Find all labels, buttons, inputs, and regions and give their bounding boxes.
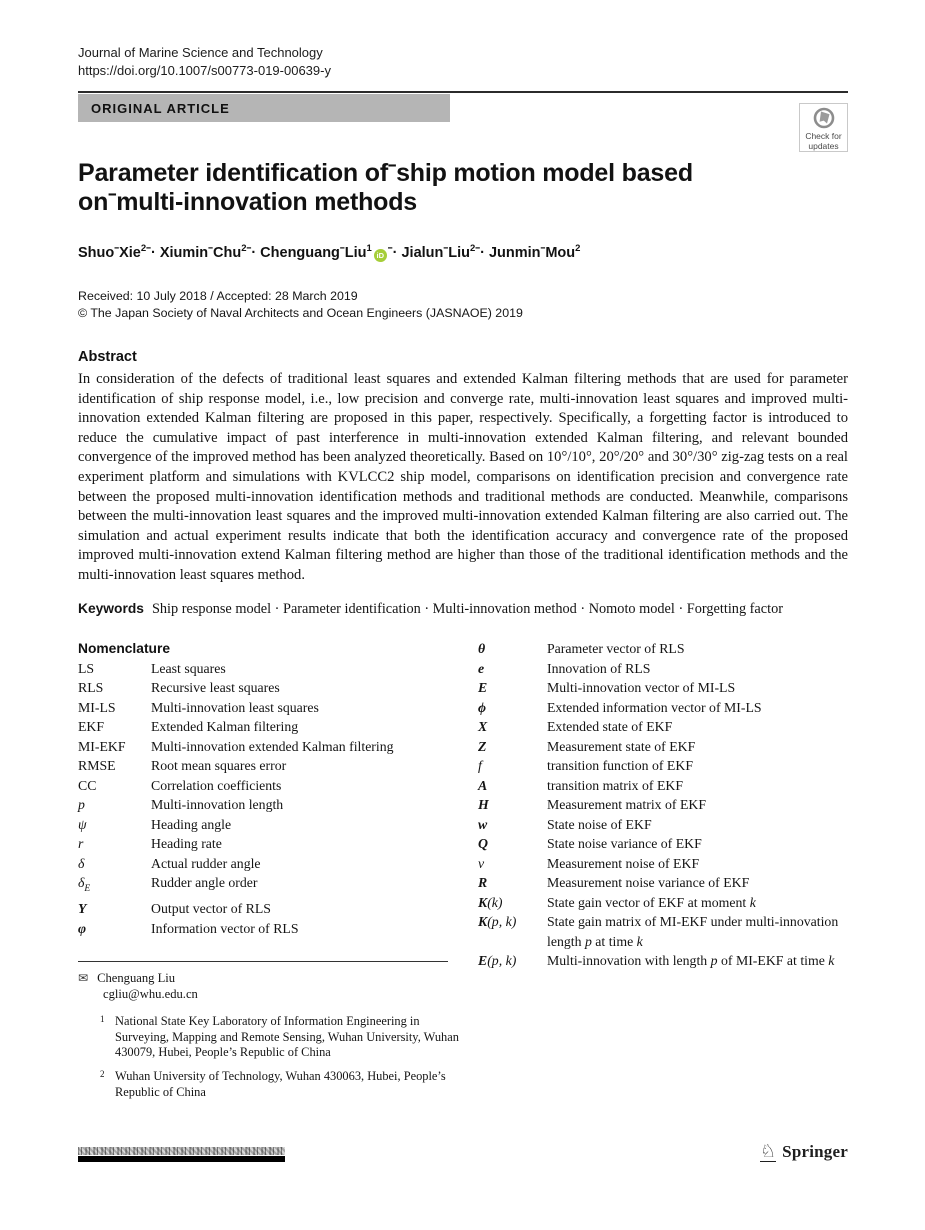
nomenclature-term: RLS — [78, 680, 104, 695]
nomenclature-definition: Least squares — [151, 660, 226, 676]
nomenclature-term: H — [478, 797, 489, 812]
nomenclature-row — [78, 659, 456, 679]
nomenclature-term: f — [478, 758, 482, 773]
nomenclature-row — [78, 854, 456, 874]
nomenclature-definition: Rudder angle order — [151, 875, 258, 890]
envelope-icon: ✉ — [78, 971, 89, 985]
nomenclature-row — [478, 893, 848, 913]
nomenclature-term: MI-LS — [78, 699, 116, 715]
nomenclature-term: ψ — [78, 816, 87, 832]
nomenclature-term: Z — [478, 738, 487, 754]
nomenclature-definition: Actual rudder angle — [151, 855, 261, 871]
author-separator: ˉ· — [146, 244, 160, 261]
title-line-1: Parameter identification ofˉship motion model based — [78, 159, 693, 187]
nomenclature-definition: transition function of EKF — [547, 758, 693, 773]
author-affiliation-sup: 2 — [469, 243, 476, 254]
author-affiliation-sup: 1 — [366, 243, 372, 254]
nomenclature-row — [478, 834, 848, 854]
nomenclature-definition: Innovation of RLS — [547, 660, 651, 676]
nomenclature-term: e — [478, 660, 485, 676]
nomenclature-term: R — [478, 875, 488, 890]
nomenclature-row — [478, 854, 848, 874]
received-accepted: Received: 10 July 2018 / Accepted: 28 March 2019 — [78, 289, 358, 303]
author-affiliation-sup: 2 — [140, 243, 147, 254]
nomenclature-term: K(p, k) — [478, 914, 517, 929]
scan-noise — [78, 1147, 285, 1155]
nomenclature-definition: State gain vector of EKF at moment k — [547, 894, 756, 910]
nomenclature-row — [78, 678, 456, 698]
nomenclature-definition: Multi-innovation extended Kalman filtering — [151, 738, 394, 754]
article-type-label: ORIGINAL ARTICLE — [91, 100, 230, 116]
nomenclature-term: w — [478, 816, 488, 832]
nomenclature-term: δ — [78, 855, 85, 871]
abstract-heading: Abstract — [78, 349, 137, 365]
nomenclature-definition: Extended information vector of MI-LS — [547, 699, 762, 715]
author-separator: ˉ· — [246, 244, 261, 261]
journal-name: Journal of Marine Science and Technology — [78, 45, 323, 60]
nomenclature-right-rows — [478, 639, 848, 971]
author-affiliation-sup: 2 — [575, 243, 581, 254]
author-name: JialunˉLiu — [401, 244, 470, 261]
nomenclature-row — [78, 717, 456, 737]
nomenclature-definition: Correlation coefficients — [151, 777, 282, 793]
nomenclature-term: v — [478, 855, 485, 871]
article-type-banner — [78, 94, 450, 122]
nomenclature-term: RMSE — [78, 758, 116, 773]
nomenclature-term: θ — [478, 641, 486, 656]
nomenclature-row — [78, 919, 456, 939]
author-separator: ˉ· — [475, 244, 489, 261]
author-name: ShuoˉXie — [78, 244, 141, 261]
publisher-logo — [760, 1142, 848, 1162]
author-name: JunminˉMou — [488, 244, 576, 261]
keywords-line — [78, 601, 848, 618]
nomenclature-definition: Measurement state of EKF — [547, 738, 696, 754]
nomenclature-definition: State noise variance of EKF — [547, 836, 702, 851]
copyright-line: © The Japan Society of Naval Architects and Ocean Engineers (JASNAOE) 2019 — [78, 306, 523, 320]
affiliation-sup: 1 — [100, 1014, 105, 1024]
author-separator: ˉ· — [387, 244, 402, 261]
nomenclature-term: X — [478, 719, 488, 734]
nomenclature-definition: Heading rate — [151, 836, 222, 851]
nomenclature-definition: Multi-innovation vector of MI-LS — [547, 680, 736, 695]
nomenclature-row — [78, 698, 456, 718]
author-list — [78, 243, 848, 262]
title-line-2: onˉmulti-innovation methods — [78, 188, 418, 216]
nomenclature-term: Q — [478, 836, 488, 851]
affiliations-list — [78, 1014, 458, 1109]
nomenclature-row — [478, 873, 848, 893]
affiliation-text: Wuhan University of Technology, Wuhan 430063, Hubei, People’s Republic of China — [115, 1069, 446, 1099]
nomenclature-term: φ — [78, 920, 87, 936]
nomenclature-row — [478, 756, 848, 776]
check-badge-text-1: Check for — [805, 131, 842, 141]
nomenclature-term: CC — [78, 777, 97, 793]
nomenclature-row — [478, 795, 848, 815]
nomenclature-definition: State noise of EKF — [547, 816, 652, 832]
affiliation-text: National State Key Laboratory of Information Engineering in Surveying, Mapping and Remote Sensing, Wuhan University, Wuhan 430079, Hubei, People’s Republic of China — [115, 1014, 459, 1060]
scan-artifact-strip — [78, 1147, 285, 1162]
abstract-text: In consideration of the defects of traditional least squares and extended Kalman filtering methods that are used for parameter identification of ship response model, i.e., low precision and converge rate, multi-innovation least squares and improved multi-innovation extended Kalman filtering are proposed in this paper, respectively. Specifically, a forgetting factor is introduced to reduce the cumulative impact of past interference in multi-innovation extended Kalman filtering, and relevant bounded convergence of the improved method has been analyzed theoretically. Based on 10°/10°, 20°/20° and 30°/30° zig-zag tests on a real experiment platform and simulations with KVLCC2 ship model, comparisons on identification precision and convergence rate between the proposed multi-innovation identification methods and traditional methods are conducted. Meanwhile, comparisons between the multi-innovation least squares and the improved multi-innovation extended Kalman filtering are also carried out. The simulation and actual experiment results indicate that both the identification accuracy and convergence rate of the proposed improved multi-innovation extend Kalman filtering method are higher than those of the traditional identification methods and the multi-innovation least squares method. — [78, 371, 848, 583]
nomenclature-definition: Measurement matrix of EKF — [547, 797, 707, 812]
nomenclature-row — [478, 639, 848, 659]
affiliation-item — [78, 1014, 460, 1061]
nomenclature-row — [78, 737, 456, 757]
nomenclature-row — [78, 873, 456, 899]
footnote-rule — [78, 961, 448, 962]
corresponding-author-email[interactable]: cgliu@whu.edu.cn — [103, 987, 198, 1001]
nomenclature-right-column — [478, 639, 848, 971]
corresponding-author-block — [78, 970, 458, 1002]
check-badge-text-2: updates — [808, 140, 839, 151]
nomenclature-term: r — [78, 836, 84, 851]
nomenclature-row — [78, 795, 456, 815]
nomenclature-row — [478, 776, 848, 796]
nomenclature-definition: Output vector of RLS — [151, 901, 271, 917]
doi-link[interactable]: https://doi.org/10.1007/s00773-019-00639-y — [78, 63, 331, 78]
nomenclature-definition: Extended state of EKF — [547, 719, 673, 734]
author-name: XiuminˉChu — [159, 244, 242, 261]
nomenclature-row — [78, 776, 456, 796]
nomenclature-definition: State gain matrix of MI-EKF under multi-innovation length p at time k — [547, 914, 839, 949]
scan-black-bar — [78, 1156, 285, 1162]
nomenclature-section — [78, 639, 848, 971]
nomenclature-row — [478, 678, 848, 698]
affiliation-item — [78, 1069, 460, 1100]
dates-block — [78, 288, 848, 322]
nomenclature-definition: Multi-innovation with length p of MI-EKF at time k — [547, 953, 835, 968]
nomenclature-term: E(p, k) — [478, 953, 517, 968]
nomenclature-row — [478, 698, 848, 718]
nomenclature-definition: Measurement noise variance of EKF — [547, 875, 750, 890]
keywords-text: Ship response model · Parameter identification · Multi-innovation method · Nomoto model · Forgetting factor — [151, 601, 784, 617]
nomenclature-definition: Multi-innovation least squares — [151, 699, 319, 715]
nomenclature-row — [78, 756, 456, 776]
nomenclature-term: ϕ — [478, 699, 486, 715]
nomenclature-definition: Parameter vector of RLS — [547, 641, 685, 656]
nomenclature-term: K(k) — [478, 894, 503, 910]
keywords-label: Keywords — [78, 601, 144, 616]
nomenclature-term: LS — [78, 660, 95, 676]
nomenclature-row — [478, 717, 848, 737]
springer-knight-icon: ♘ — [760, 1141, 777, 1161]
check-updates-icon — [811, 106, 837, 132]
nomenclature-term: E — [478, 680, 488, 695]
affiliation-sup: 2 — [100, 1069, 105, 1080]
nomenclature-row — [478, 737, 848, 757]
nomenclature-definition: Information vector of RLS — [151, 920, 299, 936]
nomenclature-definition: Recursive least squares — [151, 680, 280, 695]
nomenclature-row — [78, 899, 456, 919]
nomenclature-row — [478, 815, 848, 835]
journal-header — [78, 44, 331, 80]
nomenclature-term: $\delta_E$ — [78, 875, 91, 894]
page-title — [78, 159, 848, 217]
nomenclature-definition: Multi-innovation length — [151, 797, 284, 812]
page-content — [78, 0, 848, 1230]
nomenclature-left-column — [78, 639, 456, 971]
nomenclature-term: A — [478, 777, 488, 793]
orcid-icon[interactable]: iD — [374, 249, 387, 262]
nomenclature-definition: Root mean squares error — [151, 758, 287, 773]
nomenclature-left-rows — [78, 659, 456, 939]
nomenclature-row — [478, 912, 848, 951]
corresponding-author-name: Chenguang Liu — [97, 971, 176, 985]
nomenclature-term: Y — [78, 901, 87, 917]
nomenclature-term: MI-EKF — [78, 738, 126, 754]
nomenclature-definition: Measurement noise of EKF — [547, 855, 700, 871]
nomenclature-row — [478, 659, 848, 679]
nomenclature-row — [78, 834, 456, 854]
publisher-name: Springer — [782, 1142, 848, 1161]
nomenclature-definition: transition matrix of EKF — [547, 777, 684, 793]
nomenclature-heading: Nomenclature — [78, 641, 171, 656]
author-affiliation-sup: 2 — [241, 243, 247, 254]
nomenclature-row — [478, 951, 848, 971]
author-name: ChenguangˉLiu — [260, 244, 367, 261]
nomenclature-term: EKF — [78, 719, 105, 734]
nomenclature-definition: Extended Kalman filtering — [151, 719, 299, 734]
nomenclature-definition: Heading angle — [151, 816, 232, 832]
check-for-updates-badge[interactable] — [799, 103, 848, 152]
nomenclature-term: p — [78, 797, 85, 812]
nomenclature-row — [78, 815, 456, 835]
